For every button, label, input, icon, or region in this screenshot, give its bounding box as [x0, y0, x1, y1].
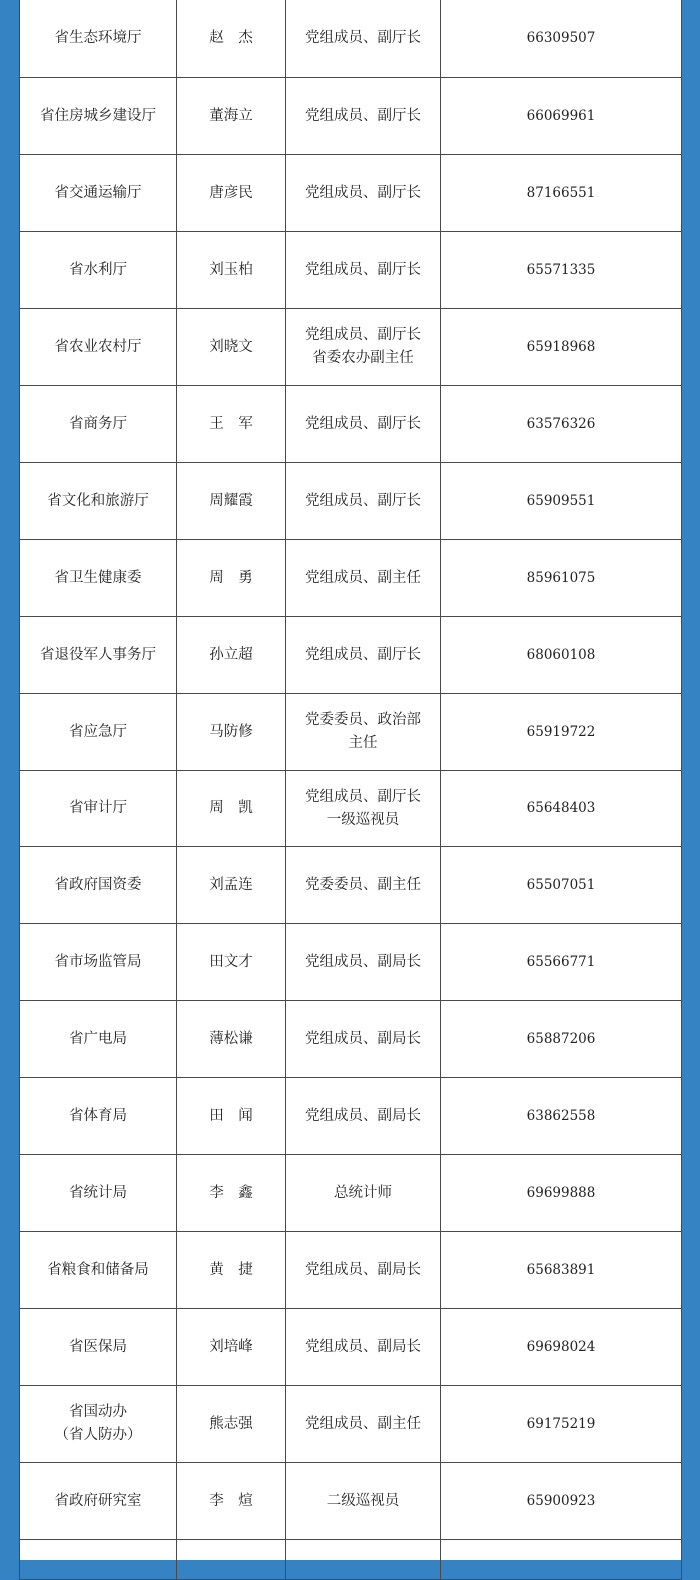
position-cell-line: 党组成员、副局长 [305, 1261, 421, 1278]
position-cell-line: 党组成员、副主任 [305, 569, 421, 586]
department-cell [20, 155, 177, 232]
position-cell [286, 386, 441, 463]
position-cell [286, 924, 441, 1001]
name-cell: 熊志强 [177, 1386, 286, 1463]
name-cell: 孙立超 [177, 617, 286, 694]
department-cell [20, 463, 177, 540]
position-cell-line: 省委农办副主任 [312, 350, 414, 366]
phone-cell: 69698024 [441, 1309, 682, 1386]
phone-cell: 65887206 [441, 1001, 682, 1078]
position-cell-line: 总统计师 [334, 1184, 392, 1201]
department-cell [20, 1386, 177, 1463]
table-row [20, 1155, 682, 1232]
position-cell-line: 党组成员、副局长 [305, 953, 421, 970]
name-cell: 董海立 [177, 78, 286, 155]
phone-cell: 65648403 [441, 771, 682, 847]
department-cell-line: 省水利厅 [69, 261, 127, 278]
department-cell-line: 省住房城乡建设厅 [40, 107, 156, 124]
table-row [20, 155, 682, 232]
name-cell: 田文才 [177, 924, 286, 1001]
department-cell [20, 1232, 177, 1309]
position-cell-line: 党组成员、副厅长 [305, 327, 421, 343]
department-cell-line: 省国动办 [69, 1404, 127, 1420]
table-row [20, 309, 682, 386]
name-cell: 赵 杰 [177, 0, 286, 78]
phone-cell: 65909551 [441, 463, 682, 540]
phone-cell: 65571335 [441, 232, 682, 309]
table-row [20, 1232, 682, 1309]
position-cell [286, 1463, 441, 1540]
name-cell: 李 鑫 [177, 1155, 286, 1232]
table-row [20, 1078, 682, 1155]
department-cell [20, 232, 177, 309]
table-panel [19, 0, 681, 1560]
position-cell-line: 主任 [348, 735, 378, 751]
phone-cell: 66309507 [441, 0, 682, 78]
name-cell: 周 勇 [177, 540, 286, 617]
department-cell-line: 省审计厅 [69, 800, 127, 816]
position-cell-line: 党组成员、副厅长 [305, 261, 421, 278]
table-row [20, 771, 682, 847]
department-cell [20, 0, 177, 78]
position-cell-line: 党组成员、副厅长 [305, 646, 421, 663]
department-cell-line: 省粮食和储备局 [47, 1261, 149, 1278]
name-cell: 马防修 [177, 694, 286, 771]
phone-cell: 66069961 [441, 78, 682, 155]
department-cell [20, 1309, 177, 1386]
position-cell [286, 232, 441, 309]
name-cell: 王 军 [177, 386, 286, 463]
department-cell [20, 386, 177, 463]
position-cell [286, 463, 441, 540]
department-cell [20, 1463, 177, 1540]
table-row [20, 1001, 682, 1078]
department-cell [20, 771, 177, 847]
phone-cell: 68060108 [441, 617, 682, 694]
department-cell-line: 省应急厅 [69, 723, 127, 740]
department-cell-line: 省统计局 [69, 1184, 127, 1201]
department-cell [20, 540, 177, 617]
phone-cell: 65683891 [441, 1232, 682, 1309]
position-cell [286, 78, 441, 155]
table-row [20, 232, 682, 309]
name-cell: 周耀霞 [177, 463, 286, 540]
position-cell-line: 党组成员、副主任 [305, 1415, 421, 1432]
phone-cell: 63576326 [441, 386, 682, 463]
table-row [20, 1463, 682, 1540]
department-cell-line: （省人防办） [54, 1427, 142, 1443]
name-cell: 田 闻 [177, 1078, 286, 1155]
position-cell [286, 0, 441, 78]
department-cell-line: 省卫生健康委 [54, 569, 142, 586]
position-cell [286, 540, 441, 617]
department-cell [20, 924, 177, 1001]
department-cell-line: 省医保局 [69, 1338, 127, 1355]
department-cell-line: 省广电局 [69, 1030, 127, 1047]
position-cell [286, 694, 441, 771]
position-cell-line: 党委委员、副主任 [305, 876, 421, 893]
table-row [20, 463, 682, 540]
phone-cell: 65918968 [441, 309, 682, 386]
department-cell [20, 309, 177, 386]
name-cell: 薄松谦 [177, 1001, 286, 1078]
department-cell-line: 省政府国资委 [54, 876, 142, 893]
department-cell [20, 1001, 177, 1078]
table-row [20, 386, 682, 463]
phone-cell: 65566771 [441, 924, 682, 1001]
department-cell-line: 省农业农村厅 [54, 338, 142, 355]
contact-table-body [20, 0, 682, 1580]
position-cell-line: 二级巡视员 [326, 1492, 400, 1509]
table-row [20, 924, 682, 1001]
position-cell-line: 党组成员、副厅长 [305, 788, 421, 805]
department-cell [20, 847, 177, 924]
position-cell [286, 309, 441, 386]
department-cell [20, 1078, 177, 1155]
department-cell [20, 694, 177, 771]
table-row [20, 847, 682, 924]
table-row [20, 540, 682, 617]
position-cell-line: 党委委员、政治部 [305, 712, 421, 728]
phone-cell: 65900923 [441, 1463, 682, 1540]
phone-cell: 69699888 [441, 1155, 682, 1232]
name-cell: 刘玉柏 [177, 232, 286, 309]
department-cell-line: 省商务厅 [69, 415, 127, 432]
contact-table [19, 0, 682, 1580]
position-cell [286, 1309, 441, 1386]
phone-cell: 87166551 [441, 155, 682, 232]
position-cell [286, 1232, 441, 1309]
department-cell-line: 省体育局 [69, 1107, 127, 1124]
name-cell: 刘晓文 [177, 309, 286, 386]
name-cell: 刘孟连 [177, 847, 286, 924]
name-cell: 唐彦民 [177, 155, 286, 232]
table-row [20, 78, 682, 155]
department-cell-line: 省市场监管局 [54, 953, 142, 970]
position-cell-line: 党组成员、副局长 [305, 1107, 421, 1124]
table-row [20, 617, 682, 694]
position-cell-line: 党组成员、副厅长 [305, 492, 421, 509]
position-cell [286, 617, 441, 694]
position-cell [286, 771, 441, 847]
phone-cell: 69175219 [441, 1386, 682, 1463]
department-cell [20, 78, 177, 155]
position-cell-line: 党组成员、副厅长 [305, 415, 421, 432]
position-cell [286, 847, 441, 924]
department-cell-line: 省文化和旅游厅 [47, 492, 149, 509]
position-cell-line: 党组成员、副局长 [305, 1030, 421, 1047]
position-cell [286, 1078, 441, 1155]
name-cell: 周 凯 [177, 771, 286, 847]
department-cell-line: 省生态环境厅 [54, 29, 142, 46]
department-cell-line: 省退役军人事务厅 [40, 646, 156, 663]
department-cell-line: 省政府研究室 [54, 1492, 142, 1509]
table-row [20, 1309, 682, 1386]
phone-cell: 85961075 [441, 540, 682, 617]
department-cell-line: 省交通运输厅 [54, 184, 142, 201]
department-cell [20, 1155, 177, 1232]
name-cell: 刘培峰 [177, 1309, 286, 1386]
position-cell [286, 1001, 441, 1078]
position-cell-line: 党组成员、副厅长 [305, 184, 421, 201]
table-row [20, 694, 682, 771]
department-cell [20, 617, 177, 694]
position-cell-line: 党组成员、副厅长 [305, 29, 421, 46]
phone-cell: 65919722 [441, 694, 682, 771]
phone-cell: 63862558 [441, 1078, 682, 1155]
phone-cell: 65507051 [441, 847, 682, 924]
name-cell: 黄 捷 [177, 1232, 286, 1309]
position-cell-line: 党组成员、副厅长 [305, 107, 421, 124]
position-cell-line: 一级巡视员 [326, 811, 400, 828]
table-row [20, 0, 682, 78]
position-cell [286, 155, 441, 232]
table-row [20, 1386, 682, 1463]
name-cell: 李 煊 [177, 1463, 286, 1540]
position-cell [286, 1386, 441, 1463]
position-cell [286, 1155, 441, 1232]
position-cell-line: 党组成员、副局长 [305, 1338, 421, 1355]
